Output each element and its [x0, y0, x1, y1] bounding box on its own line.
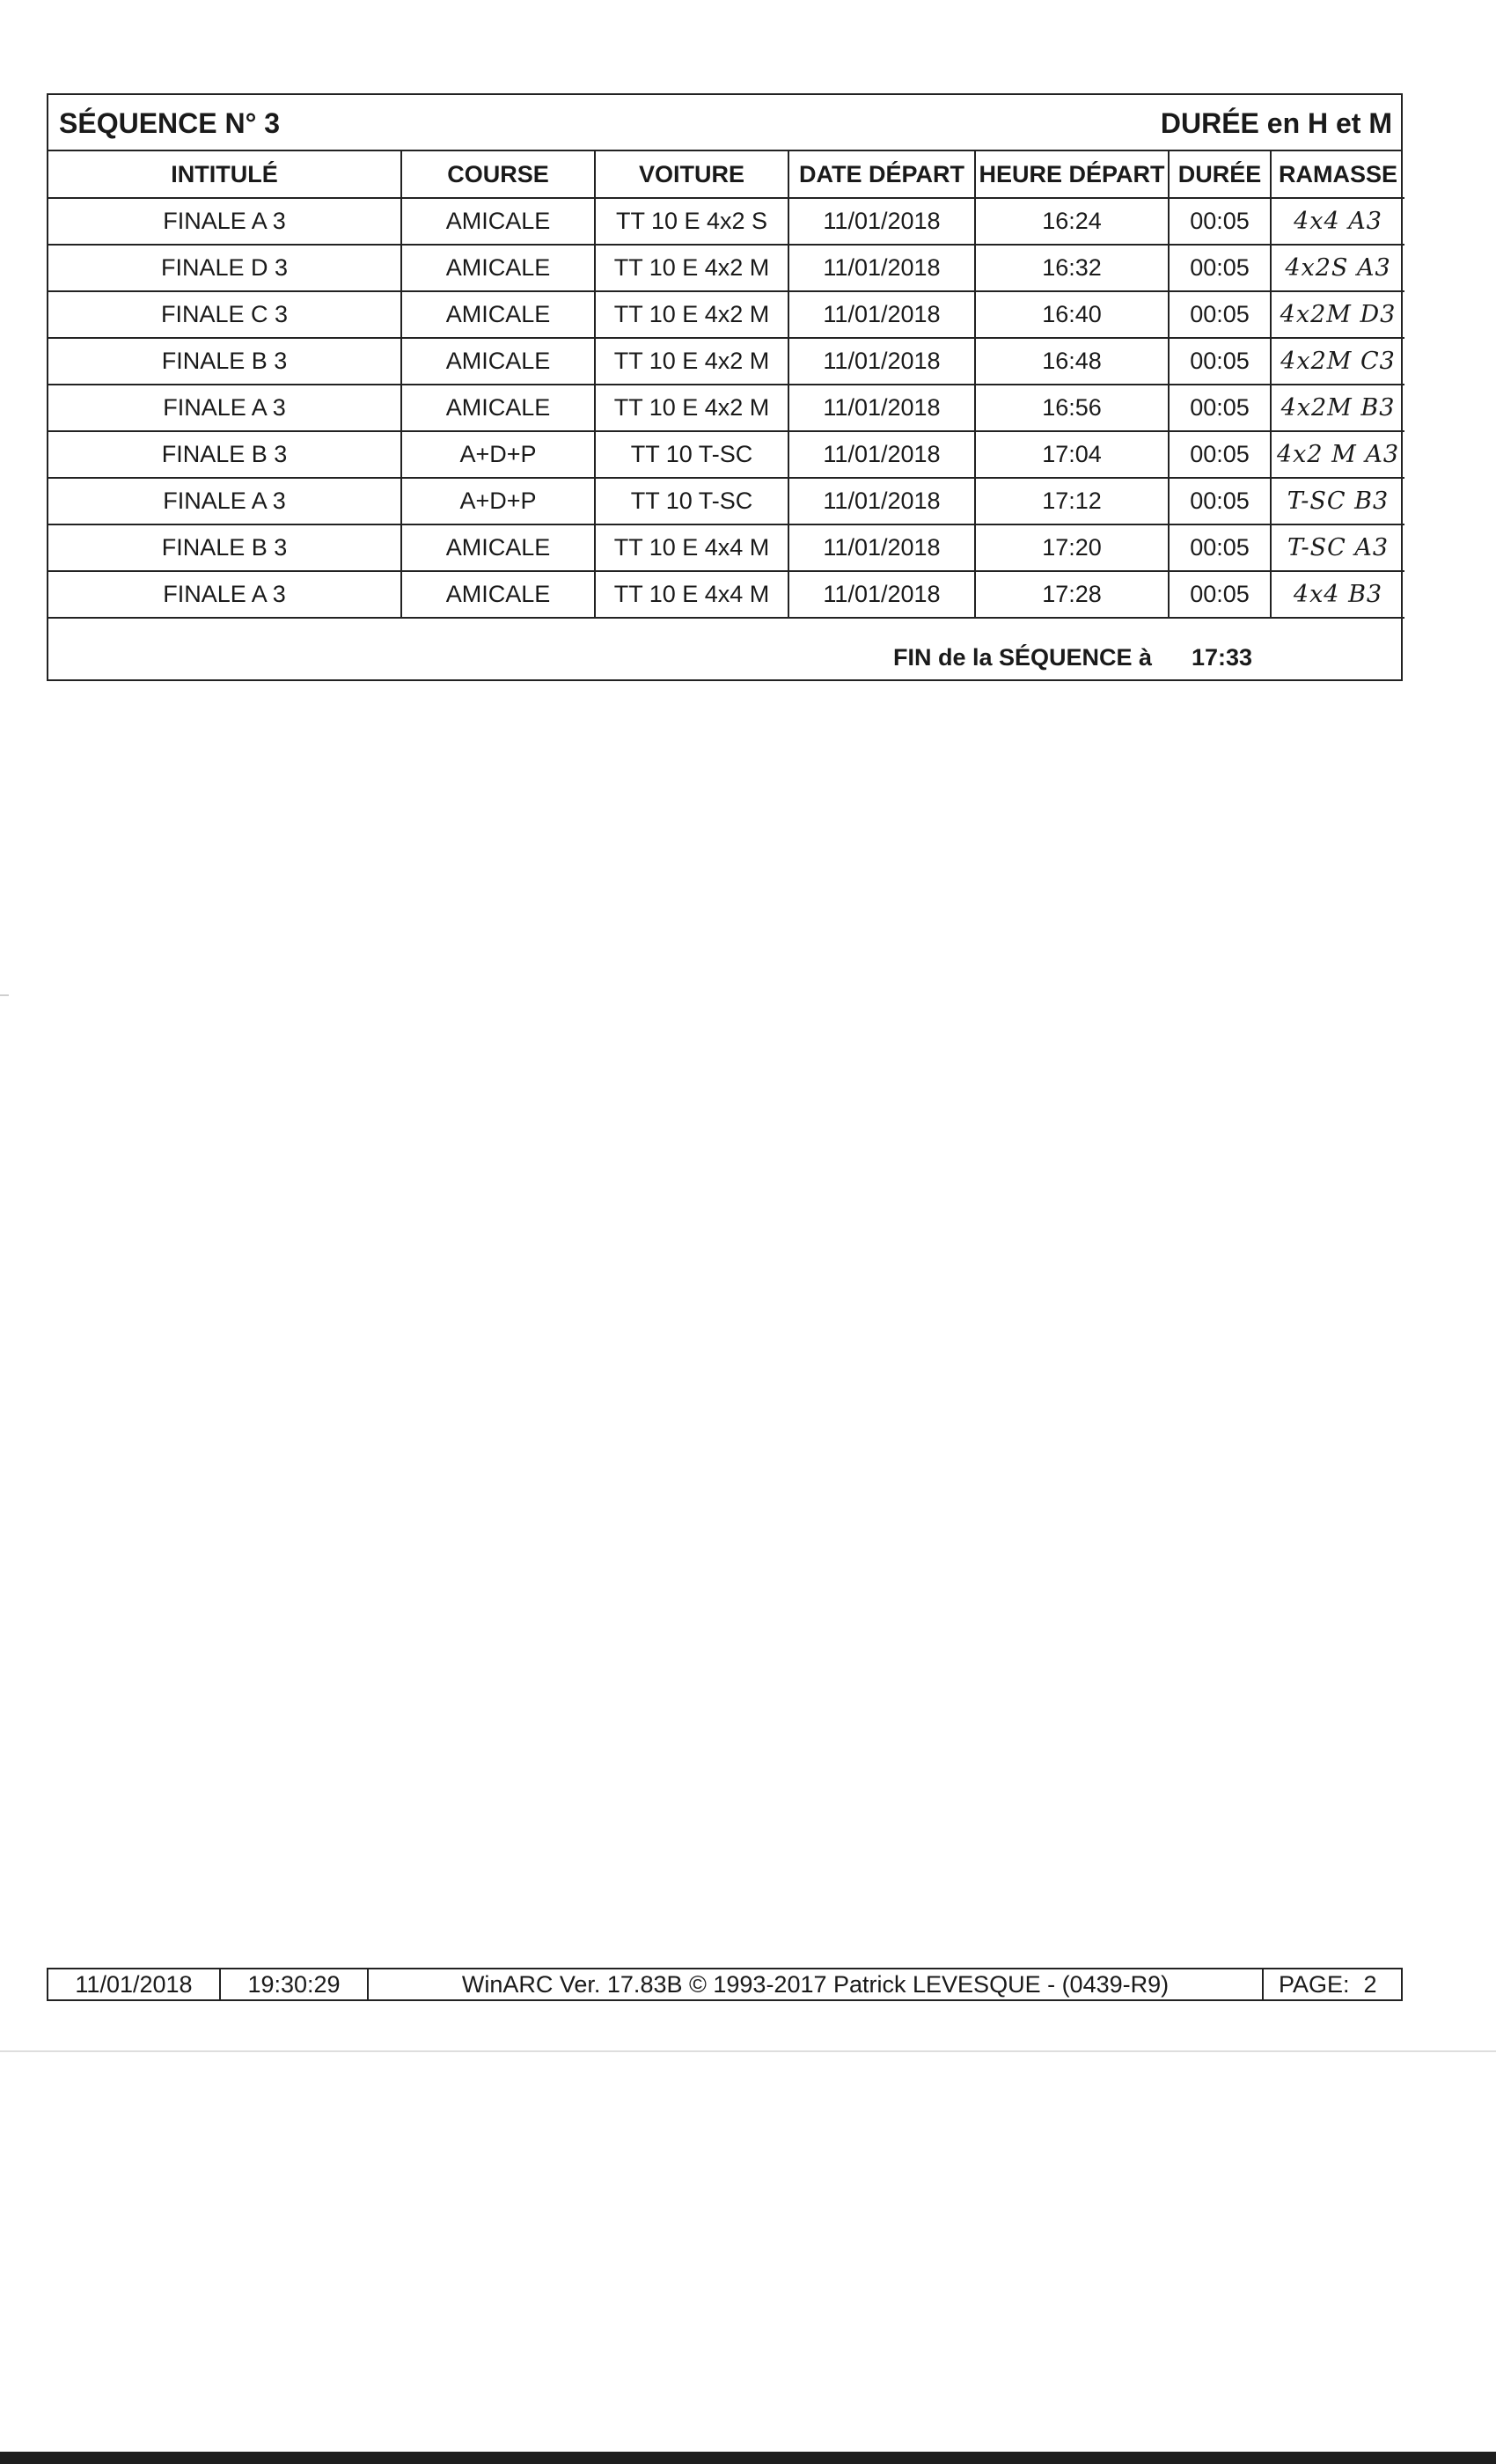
cell-duree: 00:05: [1169, 198, 1271, 245]
cell-ramasse: T-SC A3: [1271, 524, 1404, 571]
cell-heure-depart: 17:12: [975, 478, 1169, 524]
cell-duree: 00:05: [1169, 478, 1271, 524]
cell-intitule: FINALE A 3: [48, 478, 401, 524]
cell-heure-depart: 17:28: [975, 571, 1169, 618]
cell-duree: 00:05: [1169, 291, 1271, 338]
col-header-voiture: VOITURE: [595, 151, 788, 198]
cell-voiture: TT 10 E 4x2 M: [595, 245, 788, 291]
cell-date-depart: 11/01/2018: [788, 245, 975, 291]
cell-duree: 00:05: [1169, 431, 1271, 478]
cell-voiture: TT 10 T-SC: [595, 478, 788, 524]
cell-ramasse: 4x2M B3: [1271, 385, 1404, 431]
cell-intitule: FINALE B 3: [48, 431, 401, 478]
table-row: [48, 291, 1404, 338]
cell-heure-depart: 16:56: [975, 385, 1169, 431]
cell-heure-depart: 17:04: [975, 431, 1169, 478]
table-row: [48, 245, 1404, 291]
cell-course: AMICALE: [401, 385, 595, 431]
cell-course: AMICALE: [401, 338, 595, 385]
cell-ramasse: T-SC B3: [1271, 478, 1404, 524]
cell-course: AMICALE: [401, 198, 595, 245]
cell-voiture: TT 10 E 4x2 S: [595, 198, 788, 245]
cell-duree: 00:05: [1169, 245, 1271, 291]
cell-intitule: FINALE D 3: [48, 245, 401, 291]
table-row: [48, 198, 1404, 245]
col-header-course: COURSE: [401, 151, 595, 198]
cell-course: AMICALE: [401, 291, 595, 338]
duration-unit-label: DURÉE en H et M: [1160, 107, 1392, 139]
cell-voiture: TT 10 E 4x2 M: [595, 338, 788, 385]
cell-ramasse: 4x2M C3: [1271, 338, 1404, 385]
sequence-end-time: 17:33: [1192, 644, 1253, 671]
footer-print-time: 19:30:29: [221, 1969, 369, 1999]
table-row: [48, 431, 1404, 478]
cell-duree: 00:05: [1169, 338, 1271, 385]
col-header-heure-depart: HEURE DÉPART: [975, 151, 1169, 198]
cell-duree: 00:05: [1169, 385, 1271, 431]
cell-intitule: FINALE B 3: [48, 338, 401, 385]
table-header-row: [48, 151, 1404, 198]
page-footer: [47, 1968, 1403, 2001]
cell-intitule: FINALE A 3: [48, 198, 401, 245]
page-fold-line: [0, 2050, 1496, 2052]
cell-intitule: FINALE A 3: [48, 385, 401, 431]
col-header-intitule: INTITULÉ: [48, 151, 401, 198]
sequence-header: [48, 95, 1401, 151]
col-header-date-depart: DATE DÉPART: [788, 151, 975, 198]
footer-page-number: 2: [1363, 1971, 1377, 1998]
cell-heure-depart: 16:32: [975, 245, 1169, 291]
cell-date-depart: 11/01/2018: [788, 338, 975, 385]
cell-voiture: TT 10 T-SC: [595, 431, 788, 478]
cell-course: A+D+P: [401, 431, 595, 478]
cell-course: AMICALE: [401, 571, 595, 618]
sequence-end-label: FIN de la SÉQUENCE à: [893, 644, 1153, 671]
col-header-ramasse: RAMASSE: [1271, 151, 1404, 198]
scan-bottom-border: [0, 2452, 1496, 2464]
sequence-schedule: [47, 93, 1403, 681]
cell-course: A+D+P: [401, 478, 595, 524]
cell-voiture: TT 10 E 4x2 M: [595, 385, 788, 431]
cell-date-depart: 11/01/2018: [788, 291, 975, 338]
cell-date-depart: 11/01/2018: [788, 478, 975, 524]
schedule-table: [48, 151, 1404, 619]
cell-voiture: TT 10 E 4x4 M: [595, 571, 788, 618]
cell-voiture: TT 10 E 4x2 M: [595, 291, 788, 338]
cell-heure-depart: 17:20: [975, 524, 1169, 571]
cell-intitule: FINALE B 3: [48, 524, 401, 571]
table-row: [48, 571, 1404, 618]
cell-date-depart: 11/01/2018: [788, 431, 975, 478]
cell-date-depart: 11/01/2018: [788, 524, 975, 571]
cell-ramasse: 4x4 A3: [1271, 198, 1404, 245]
cell-date-depart: 11/01/2018: [788, 385, 975, 431]
sequence-title: SÉQUENCE N° 3: [59, 107, 281, 139]
schedule-rows: [48, 198, 1404, 618]
sequence-end: [48, 634, 1401, 679]
table-row: [48, 338, 1404, 385]
footer-page-label: PAGE:: [1279, 1971, 1350, 1998]
cell-voiture: TT 10 E 4x4 M: [595, 524, 788, 571]
col-header-duree: DURÉE: [1169, 151, 1271, 198]
cell-duree: 00:05: [1169, 571, 1271, 618]
footer-print-date: 11/01/2018: [48, 1969, 221, 1999]
cell-ramasse: 4x4 B3: [1271, 571, 1404, 618]
table-row: [48, 524, 1404, 571]
cell-date-depart: 11/01/2018: [788, 198, 975, 245]
footer-software-credit: WinARC Ver. 17.83B © 1993-2017 Patrick LEVESQUE - (0439-R9): [369, 1969, 1264, 1999]
table-row: [48, 478, 1404, 524]
cell-course: AMICALE: [401, 245, 595, 291]
cell-heure-depart: 16:24: [975, 198, 1169, 245]
cell-heure-depart: 16:48: [975, 338, 1169, 385]
cell-ramasse: 4x2M D3: [1271, 291, 1404, 338]
cell-ramasse: 4x2 M A3: [1271, 431, 1404, 478]
cell-intitule: FINALE A 3: [48, 571, 401, 618]
table-row: [48, 385, 1404, 431]
cell-ramasse: 4x2S A3: [1271, 245, 1404, 291]
scan-edge-mark: [0, 994, 9, 996]
cell-course: AMICALE: [401, 524, 595, 571]
cell-date-depart: 11/01/2018: [788, 571, 975, 618]
cell-intitule: FINALE C 3: [48, 291, 401, 338]
cell-duree: 00:05: [1169, 524, 1271, 571]
cell-heure-depart: 16:40: [975, 291, 1169, 338]
